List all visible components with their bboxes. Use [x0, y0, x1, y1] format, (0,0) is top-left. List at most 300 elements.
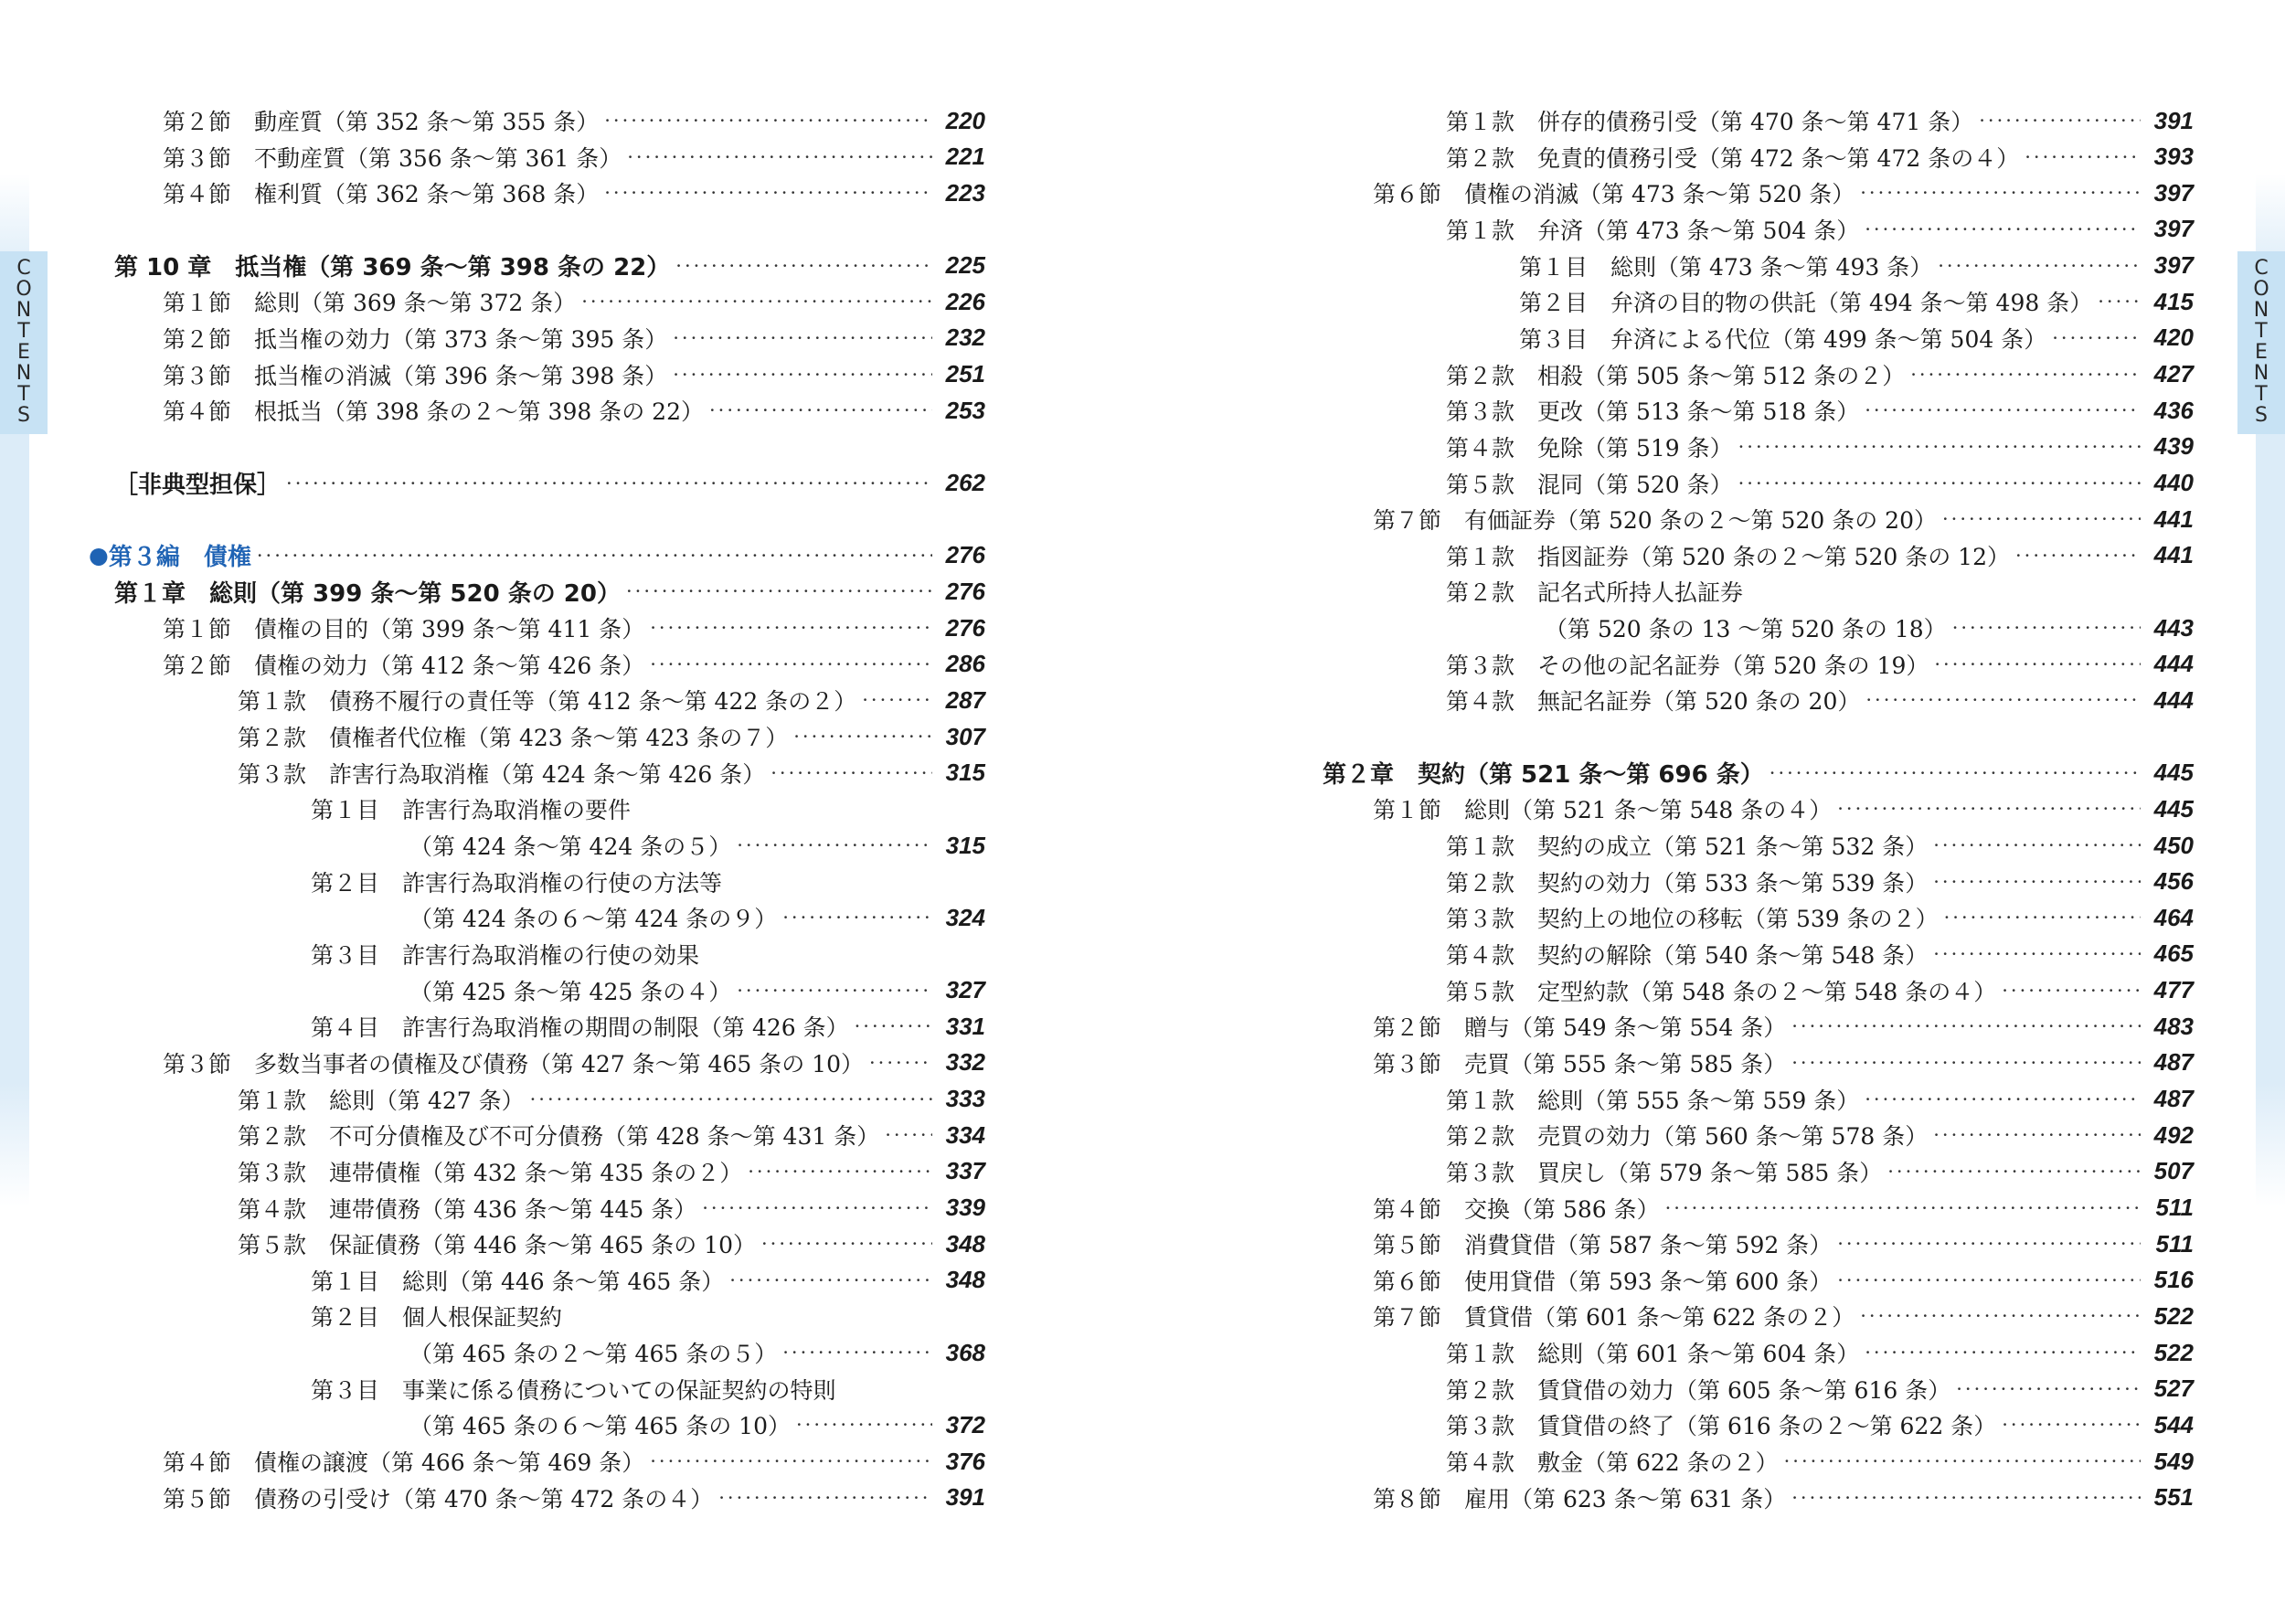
- leader-dots: [1860, 182, 2141, 204]
- toc-entry[interactable]: [1446, 429, 2194, 465]
- toc-page-number: 391: [2153, 106, 2194, 134]
- toc-page-number: 450: [2153, 831, 2194, 859]
- leader-dots: [1952, 617, 2141, 639]
- toc-entry[interactable]: [311, 936, 985, 972]
- chapter-heading[interactable]: [114, 465, 985, 502]
- toc-entry-label: （第 424 条の６～第 424 条の９）: [409, 906, 778, 933]
- leader-dots: [1933, 1124, 2141, 1146]
- toc-page-number: 337: [945, 1157, 985, 1185]
- toc-entry[interactable]: [1373, 1008, 2194, 1045]
- toc-entry[interactable]: [1373, 1262, 2194, 1299]
- toc-entry-label: 第４節 交換（第 586 条）: [1373, 1195, 1660, 1223]
- toc-entry[interactable]: [1446, 972, 2194, 1009]
- toc-page-number: 397: [2153, 251, 2194, 280]
- toc-entry[interactable]: [311, 1298, 985, 1334]
- toc-entry[interactable]: [163, 102, 985, 139]
- leader-dots: [1738, 436, 2141, 458]
- toc-entry[interactable]: [238, 682, 985, 718]
- toc-page-number: 348: [945, 1229, 985, 1258]
- leader-dots: [673, 364, 932, 386]
- toc-page-number: 477: [2153, 976, 2194, 1004]
- toc-entry[interactable]: [1446, 682, 2194, 718]
- toc-entry[interactable]: [163, 1443, 985, 1480]
- toc-entry[interactable]: [163, 139, 985, 175]
- contents-letter: C: [16, 257, 31, 280]
- toc-entry-label: 第５款 混同（第 520 条）: [1446, 471, 1733, 498]
- toc-entry-label: 第３款 契約上の地位の移転（第 539 条の２）: [1446, 906, 1939, 933]
- toc-page-number: 549: [2153, 1447, 2194, 1475]
- toc-page-number: 444: [2153, 650, 2194, 678]
- toc-entry-label: 第３款 買戻し（第 579 条～第 585 条）: [1446, 1159, 1883, 1186]
- toc-entry[interactable]: [1446, 936, 2194, 972]
- leader-dots: [771, 762, 932, 784]
- toc-page-number: 522: [2153, 1301, 2194, 1330]
- toc-entry[interactable]: [163, 1480, 985, 1516]
- contents-letter: N: [16, 362, 32, 385]
- toc-entry-label: 第１款 指図証券（第 520 条の２～第 520 条の 12）: [1446, 543, 2010, 570]
- toc-page-number: 232: [945, 324, 985, 352]
- toc-entry[interactable]: [163, 175, 985, 211]
- toc-entry[interactable]: [163, 646, 985, 683]
- toc-entry-label: 第１款 総則（第 601 条～第 604 条）: [1446, 1341, 1860, 1368]
- toc-page-number: 397: [2153, 215, 2194, 243]
- leader-dots: [2025, 146, 2141, 168]
- leader-dots: [782, 1342, 932, 1364]
- toc-entry[interactable]: [163, 610, 985, 646]
- toc-page-number: 286: [945, 650, 985, 678]
- toc-entry-label: 第１節 総則（第 369 条～第 372 条）: [163, 290, 577, 317]
- toc-entry-label: （第 424 条～第 424 条の５）: [409, 833, 732, 860]
- toc-entry-label: 第２款 相殺（第 505 条～第 512 条の２）: [1446, 362, 1906, 389]
- toc-page-number: 324: [945, 903, 985, 931]
- part-bullet-icon: ●: [89, 542, 109, 569]
- leader-dots: [627, 146, 932, 168]
- toc-entry[interactable]: [163, 320, 985, 356]
- toc-page-number: 225: [945, 251, 985, 280]
- toc-page-number: 511: [2155, 1229, 2194, 1258]
- toc-page-number: 443: [2153, 613, 2194, 642]
- toc-entry-label: 第２節 動産質（第 352 条～第 355 条）: [163, 109, 600, 135]
- toc-entry-label: 第６節 使用貸借（第 593 条～第 600 条）: [1373, 1268, 1833, 1295]
- toc-page-number: 551: [2153, 1483, 2194, 1512]
- toc-entry[interactable]: [1446, 211, 2194, 248]
- contents-letter: E: [17, 341, 30, 364]
- leader-dots: [673, 327, 932, 349]
- toc-entry[interactable]: [1446, 1081, 2194, 1118]
- leader-dots: [650, 653, 932, 675]
- toc-entry[interactable]: [238, 1081, 985, 1118]
- toc-page-number: 391: [945, 1483, 985, 1512]
- leader-dots: [1837, 1269, 2141, 1291]
- toc-entry-label: 第２目 弁済の目的物の供託（第 494 条～第 498 条）: [1519, 290, 2093, 317]
- leader-dots: [257, 545, 932, 567]
- toc-page-number: 439: [2153, 432, 2194, 461]
- toc-entry[interactable]: [238, 755, 985, 791]
- toc-entry-label: 第３節 抵当権の消滅（第 396 条～第 398 条）: [163, 362, 668, 389]
- leader-dots: [626, 580, 932, 602]
- toc-entry-label: 第１款 総則（第 555 条～第 559 条）: [1446, 1087, 1860, 1114]
- toc-page-number: 276: [945, 541, 985, 569]
- toc-entry-label: 第４款 連帯債務（第 436 条～第 445 条）: [238, 1195, 697, 1223]
- leader-dots: [1865, 1088, 2141, 1110]
- leader-dots: [702, 1197, 932, 1219]
- toc-entry[interactable]: [238, 1117, 985, 1153]
- toc-entry-label: 第３款 連帯債権（第 432 条～第 435 条の２）: [238, 1159, 743, 1186]
- toc-entry-label: 第４節 債権の譲渡（第 466 条～第 469 条）: [163, 1449, 645, 1477]
- toc-entry[interactable]: [409, 899, 985, 936]
- toc-entry-label: 第２款 賃貸借の効力（第 605 条～第 616 条）: [1446, 1376, 1951, 1404]
- toc-page-number: 397: [2153, 178, 2194, 207]
- contents-letter: N: [2253, 362, 2269, 385]
- toc-entry-label: （第 425 条～第 425 条の４）: [409, 978, 732, 1005]
- toc-entry-label: 第６節 債権の消滅（第 473 条～第 520 条）: [1373, 181, 1855, 208]
- toc-page-number: 339: [945, 1194, 985, 1221]
- toc-page-number: 276: [945, 613, 985, 642]
- leader-dots: [748, 1161, 932, 1183]
- toc-entry-label: 第２節 債権の効力（第 412 条～第 426 条）: [163, 652, 645, 679]
- leader-dots: [1738, 472, 2141, 494]
- leader-dots: [604, 110, 932, 132]
- leader-dots: [709, 399, 932, 421]
- toc-entry-label: 第２款 記名式所持人払証券: [1446, 579, 1744, 607]
- toc-entry-label: 第１節 総則（第 521 条～第 548 条の４）: [1373, 797, 1833, 824]
- toc-entry-label: 第３節 売買（第 555 条～第 585 条）: [1373, 1050, 1787, 1077]
- leader-dots: [1784, 1450, 2141, 1472]
- leader-dots: [1865, 1342, 2141, 1364]
- leader-dots: [2002, 1414, 2141, 1436]
- toc-page-number: 393: [2153, 143, 2194, 171]
- leader-dots: [1865, 689, 2141, 711]
- toc-entry-label: 第１節 債権の目的（第 399 条～第 411 条）: [163, 616, 645, 643]
- contents-letter: N: [2253, 299, 2269, 322]
- toc-page-number: 220: [945, 106, 985, 134]
- toc-entry-label: 第３目 弁済による代位（第 499 条～第 504 条）: [1519, 325, 2047, 353]
- toc-page-number: 487: [2153, 1048, 2194, 1077]
- toc-entry[interactable]: [1446, 899, 2194, 936]
- leader-dots: [1791, 1052, 2141, 1074]
- toc-entry-label: 第２節 抵当権の効力（第 373 条～第 395 条）: [163, 325, 668, 353]
- toc-entry-label: 第１目 総則（第 446 条～第 465 条）: [311, 1268, 725, 1295]
- toc-page-number: 522: [2153, 1338, 2194, 1366]
- toc-page-number: 307: [945, 722, 985, 750]
- toc-page-number: 251: [945, 360, 985, 388]
- leader-dots: [1865, 218, 2141, 240]
- toc-entry-label: 第１款 債務不履行の責任等（第 412 条～第 422 条の２）: [238, 688, 857, 716]
- toc-entry-label: 第１目 総則（第 473 条～第 493 条）: [1519, 253, 1933, 281]
- contents-letter: S: [2255, 404, 2268, 427]
- toc-entry-label: 第２款 契約の効力（第 533 条～第 539 条）: [1446, 869, 1929, 897]
- toc-entry[interactable]: [1446, 646, 2194, 683]
- toc-page-number: 221: [945, 143, 985, 171]
- toc-entry-label: 第４節 権利質（第 362 条～第 368 条）: [163, 181, 600, 208]
- contents-letter: T: [17, 320, 30, 343]
- leader-dots: [1837, 1233, 2141, 1255]
- toc-entry-label: 第１款 併存的債務引受（第 470 条～第 471 条）: [1446, 109, 1974, 135]
- toc-entry[interactable]: [238, 1226, 985, 1262]
- toc-entry-label: 第４款 無記名証券（第 520 条の 20）: [1446, 688, 1861, 716]
- contents-letter: T: [2255, 383, 2268, 406]
- leader-dots: [855, 1015, 932, 1037]
- toc-page-number: 223: [945, 178, 985, 207]
- toc-entry-label: 第５款 保証債務（第 446 条～第 465 条の 10）: [238, 1232, 756, 1259]
- toc-entry-label: 第８節 雇用（第 623 条～第 631 条）: [1373, 1485, 1787, 1513]
- contents-letter: C: [2254, 257, 2269, 280]
- toc-page-number: 527: [2153, 1375, 2194, 1403]
- toc-entry[interactable]: [238, 1190, 985, 1226]
- toc-page-number: 441: [2153, 504, 2194, 533]
- toc-entry-label: 第１目 詐害行為取消権の要件: [311, 797, 632, 824]
- toc-entry-label: 第３款 その他の記名証券（第 520 条の 19）: [1446, 652, 1929, 679]
- toc-entry-label: 第２章 契約（第 521 条～第 696 条）: [1323, 761, 1764, 790]
- toc-entry[interactable]: [1446, 1443, 2194, 1480]
- toc-page-number: 287: [945, 685, 985, 714]
- toc-entry[interactable]: [1446, 864, 2194, 900]
- leader-dots: [796, 1414, 932, 1436]
- toc-page-number: 262: [945, 469, 985, 496]
- toc-entry-label: 第２款 免責的債務引受（第 472 条～第 472 条の４）: [1446, 144, 2020, 172]
- toc-entry-label: 第３目 詐害行為取消権の行使の効果: [311, 941, 700, 969]
- toc-entry-label: 第１款 弁済（第 473 条～第 504 条）: [1446, 217, 1860, 244]
- toc-entry[interactable]: [1446, 537, 2194, 574]
- toc-page-number: 427: [2153, 360, 2194, 388]
- toc-page-number: 440: [2153, 469, 2194, 496]
- chapter-heading[interactable]: [114, 573, 985, 610]
- toc-entry[interactable]: [238, 718, 985, 755]
- leader-dots: [2015, 545, 2141, 567]
- toc-page-number: 436: [2153, 396, 2194, 424]
- leader-dots: [1791, 1487, 2141, 1509]
- toc-entry[interactable]: [311, 1371, 985, 1407]
- toc-entry-label: 第１章 総則（第 399 条～第 520 条の 20）: [114, 579, 621, 608]
- part-heading[interactable]: [89, 537, 985, 574]
- toc-entry[interactable]: [409, 1406, 985, 1443]
- leader-dots: [650, 1450, 932, 1472]
- leader-dots: [737, 834, 932, 856]
- toc-entry[interactable]: [409, 827, 985, 864]
- toc-page-number: 456: [2153, 867, 2194, 896]
- toc-entry[interactable]: [1446, 1406, 2194, 1443]
- toc-page-number: 464: [2153, 903, 2194, 931]
- toc-entry-label: 第３款 賃貸借の終了（第 616 条の２～第 622 条）: [1446, 1413, 1997, 1440]
- leader-dots: [2052, 327, 2141, 349]
- leader-dots: [869, 1052, 932, 1074]
- toc-entry[interactable]: [1373, 1298, 2194, 1334]
- toc-entry-label: 第３節 多数当事者の債権及び債務（第 427 条～第 465 条の 10）: [163, 1050, 864, 1077]
- toc-entry[interactable]: [1373, 1226, 2194, 1262]
- contents-letter: O: [16, 278, 32, 301]
- toc-entry-label: 第３目 事業に係る債務についての保証契約の特則: [311, 1376, 836, 1404]
- toc-entry-label: 第２款 売買の効力（第 560 条～第 578 条）: [1446, 1123, 1929, 1151]
- left-toc-column: [0, 0, 985, 1624]
- toc-entry[interactable]: [1446, 1371, 2194, 1407]
- toc-entry-label: （第 520 条の 13 ～第 520 条の 18）: [1545, 616, 1947, 643]
- toc-page-number: 253: [945, 396, 985, 424]
- toc-entry-label: ［非典型担保］: [114, 472, 282, 499]
- toc-page-number: 315: [945, 831, 985, 859]
- leader-dots: [1956, 1378, 2141, 1400]
- toc-entry[interactable]: [163, 356, 985, 393]
- toc-entry-label: 第７節 有価証券（第 520 条の２～第 520 条の 20）: [1373, 507, 1937, 535]
- leader-dots: [604, 182, 932, 204]
- leader-dots: [1933, 834, 2141, 856]
- toc-entry[interactable]: [1446, 573, 2194, 610]
- toc-entry[interactable]: [1519, 283, 2194, 320]
- toc-entry[interactable]: [1446, 356, 2194, 393]
- toc-entry[interactable]: [311, 864, 985, 900]
- toc-page-number: 507: [2153, 1157, 2194, 1185]
- leader-dots: [1770, 762, 2141, 784]
- toc-entry[interactable]: [238, 1153, 985, 1190]
- toc-page-number: 516: [2153, 1266, 2194, 1294]
- toc-entry-label: 第１款 総則（第 427 条）: [238, 1087, 525, 1114]
- toc-entry-label: 第 10 章 抵当権（第 369 条～第 398 条の 22）: [114, 254, 671, 282]
- toc-entry-label: 第５款 定型約款（第 548 条の２～第 548 条の４）: [1446, 978, 1997, 1005]
- toc-page-number: 226: [945, 287, 985, 315]
- toc-entry[interactable]: [1373, 1480, 2194, 1516]
- toc-entry-label: （第 465 条の６～第 465 条の 10）: [409, 1413, 791, 1440]
- toc-entry-label: 第５節 債務の引受け（第 470 条～第 472 条の４）: [163, 1485, 714, 1513]
- right-contents-label: [2237, 258, 2285, 426]
- toc-entry[interactable]: [1446, 827, 2194, 864]
- toc-page-number: 315: [945, 759, 985, 787]
- toc-entry[interactable]: [1373, 501, 2194, 537]
- toc-entry[interactable]: [1446, 392, 2194, 429]
- toc-entry[interactable]: [163, 283, 985, 320]
- leader-dots: [1938, 255, 2141, 277]
- toc-entry[interactable]: [311, 791, 985, 827]
- toc-entry-label: 第２款 債権者代位権（第 423 条～第 423 条の７）: [238, 725, 789, 752]
- toc-entry[interactable]: [1519, 320, 2194, 356]
- contents-letter: S: [17, 404, 30, 427]
- toc-page-number: 441: [2153, 541, 2194, 569]
- toc-entry[interactable]: [1446, 139, 2194, 175]
- toc-page-number: 331: [945, 1012, 985, 1040]
- contents-letter: O: [2253, 278, 2269, 301]
- leader-dots: [1887, 1161, 2141, 1183]
- toc-entry[interactable]: [1446, 1117, 2194, 1153]
- toc-entry[interactable]: [1446, 1153, 2194, 1190]
- toc-entry[interactable]: [163, 1045, 985, 1081]
- toc-entry-label: 第３節 不動産質（第 356 条～第 361 条）: [163, 144, 622, 172]
- toc-entry[interactable]: [409, 1334, 985, 1371]
- leader-dots: [737, 980, 932, 1002]
- toc-entry[interactable]: [1446, 102, 2194, 139]
- right-toc-column: [1280, 0, 2194, 1624]
- toc-entry-label: 第２款 不可分債権及び不可分債務（第 428 条～第 431 条）: [238, 1123, 880, 1151]
- leader-dots: [1933, 871, 2141, 893]
- toc-page-number: 276: [945, 577, 985, 605]
- toc-entry-label: 第４款 敷金（第 622 条の２）: [1446, 1449, 1779, 1477]
- leader-dots: [1791, 1015, 2141, 1037]
- leader-dots: [793, 726, 932, 748]
- leader-dots: [286, 472, 932, 494]
- leader-dots: [675, 255, 932, 277]
- toc-entry[interactable]: [1519, 248, 2194, 284]
- leader-dots: [2002, 980, 2141, 1002]
- toc-page-number: 445: [2153, 794, 2194, 823]
- toc-entry[interactable]: [1373, 1045, 2194, 1081]
- leader-dots: [761, 1233, 932, 1255]
- leader-dots: [1665, 1197, 2141, 1219]
- toc-entry-label: 第７節 賃貸借（第 601 条～第 622 条の２）: [1373, 1304, 1855, 1332]
- leader-dots: [2098, 291, 2141, 313]
- contents-letter: T: [2255, 320, 2268, 343]
- leader-dots: [1944, 907, 2141, 929]
- toc-entry[interactable]: [311, 1008, 985, 1045]
- toc-page-number: 333: [945, 1085, 985, 1113]
- toc-entry-label: 第１款 契約の成立（第 521 条～第 532 条）: [1446, 833, 1929, 860]
- toc-entry-label: （第 465 条の２～第 465 条の５）: [409, 1341, 778, 1368]
- leader-dots: [1910, 364, 2141, 386]
- contents-letter: N: [16, 299, 32, 322]
- toc-entry[interactable]: [1373, 791, 2194, 827]
- toc-entry-label: 第４款 免除（第 519 条）: [1446, 434, 1733, 462]
- leader-dots: [650, 617, 932, 639]
- toc-entry-label: 第４節 根抵当（第 398 条の２～第 398 条の 22）: [163, 398, 704, 426]
- toc-entry-label: 第２目 個人根保証契約: [311, 1304, 563, 1332]
- toc-entry[interactable]: [1373, 1190, 2194, 1226]
- leader-dots: [581, 291, 932, 313]
- toc-entry-label: 第４目 詐害行為取消権の期間の制限（第 426 条）: [311, 1014, 849, 1042]
- leader-dots: [530, 1088, 932, 1110]
- toc-entry[interactable]: [163, 392, 985, 429]
- toc-entry-label: 第２節 贈与（第 549 条～第 554 条）: [1373, 1014, 1787, 1042]
- toc-page-number: 376: [945, 1447, 985, 1475]
- leader-dots: [885, 1124, 932, 1146]
- toc-entry[interactable]: [1373, 175, 2194, 211]
- toc-entry[interactable]: [1446, 1334, 2194, 1371]
- leader-dots: [862, 689, 932, 711]
- toc-entry[interactable]: [1545, 610, 2194, 646]
- toc-entry-label: 第２目 詐害行為取消権の行使の方法等: [311, 869, 723, 897]
- toc-page-number: 487: [2153, 1085, 2194, 1113]
- toc-entry-label: 第５節 消費貸借（第 587 条～第 592 条）: [1373, 1232, 1833, 1259]
- toc-entry-label: 第４款 契約の解除（第 540 条～第 548 条）: [1446, 941, 1929, 969]
- toc-page-number: 368: [945, 1338, 985, 1366]
- leader-dots: [1942, 508, 2141, 530]
- chapter-heading[interactable]: [1323, 755, 2194, 791]
- toc-entry[interactable]: [311, 1262, 985, 1299]
- leader-dots: [1933, 943, 2141, 965]
- toc-entry-label: 第３款 詐害行為取消権（第 424 条～第 426 条）: [238, 760, 766, 788]
- toc-page-number: 348: [945, 1266, 985, 1294]
- toc-page-number: 444: [2153, 685, 2194, 714]
- toc-page-number: 415: [2153, 287, 2194, 315]
- leader-dots: [1979, 110, 2141, 132]
- toc-page-number: 511: [2155, 1194, 2194, 1221]
- toc-page-number: 544: [2153, 1410, 2194, 1438]
- leader-dots: [1934, 653, 2141, 675]
- contents-letter: E: [2255, 341, 2268, 364]
- leader-dots: [729, 1269, 932, 1291]
- toc-page-number: 465: [2153, 939, 2194, 968]
- toc-page-number: 334: [945, 1120, 985, 1149]
- toc-entry[interactable]: [1446, 465, 2194, 502]
- toc-page-number: 332: [945, 1048, 985, 1077]
- toc-page-number: 492: [2153, 1120, 2194, 1149]
- chapter-heading[interactable]: [114, 248, 985, 284]
- toc-page-number: 327: [945, 976, 985, 1004]
- toc-entry-label: 第３款 更改（第 513 条～第 518 条）: [1446, 398, 1860, 426]
- leader-dots: [1837, 798, 2141, 820]
- contents-letter: T: [17, 383, 30, 406]
- toc-page-number: 445: [2153, 759, 2194, 787]
- toc-page-number: 420: [2153, 324, 2194, 352]
- leader-dots: [1865, 399, 2141, 421]
- toc-page-number: 483: [2153, 1012, 2194, 1040]
- toc-page-number: 372: [945, 1410, 985, 1438]
- toc-entry[interactable]: [409, 972, 985, 1009]
